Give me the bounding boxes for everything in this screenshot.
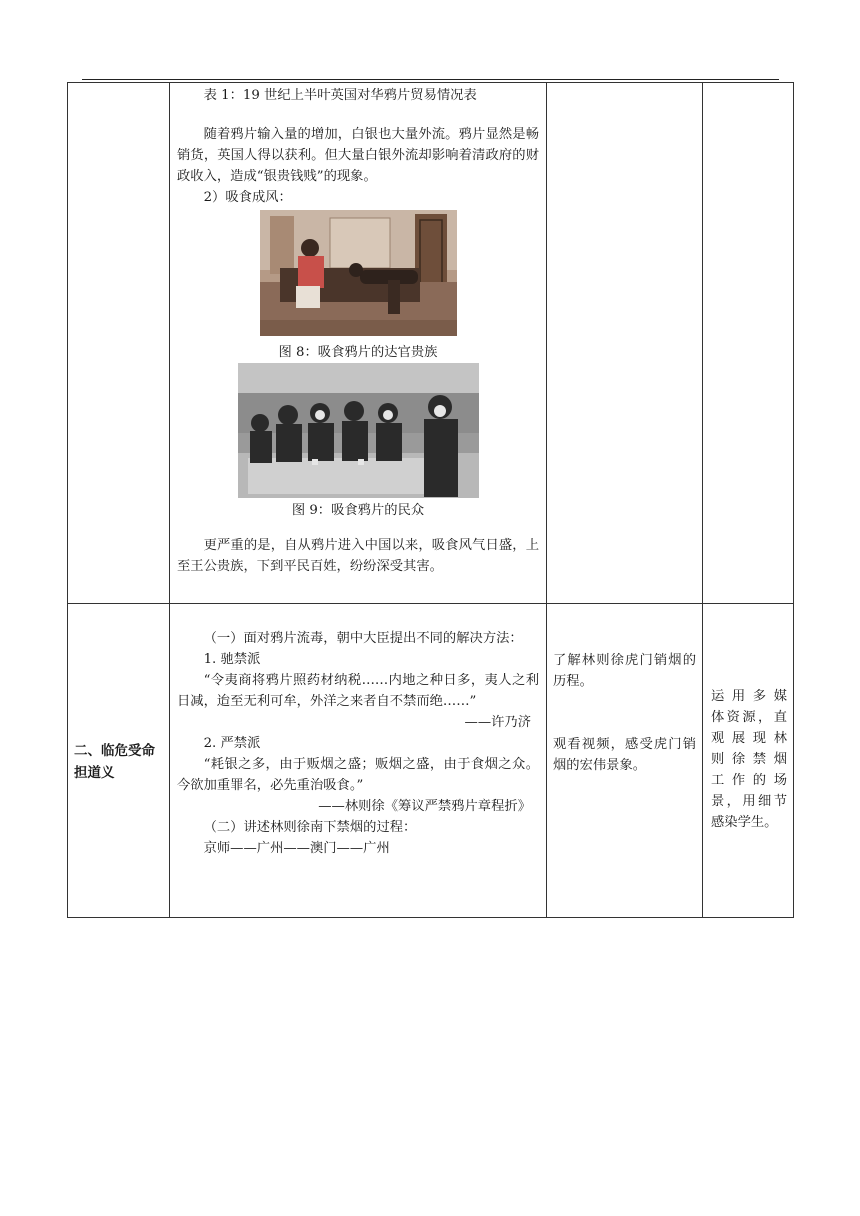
opium-commoners-photo xyxy=(238,363,479,498)
design-intent: 运用多媒 体资源，直 观展现林 则徐禁烟 工作的场 景，用细节 感染学生。 xyxy=(711,689,787,830)
table-caption: 表 1：19 世纪上半叶英国对华鸦片贸易情况表 xyxy=(203,88,477,103)
header-rule xyxy=(82,79,779,80)
student-activity-1: 了解林则徐虎门销烟的历程。 xyxy=(553,653,696,689)
subheading: 2）吸食成风： xyxy=(203,190,292,205)
student-activity-2: 观看视频，感受虎门销烟的宏伟景象。 xyxy=(553,737,696,773)
intent-cell xyxy=(703,604,794,918)
item-title-chijin: 1. 驰禁派 xyxy=(203,652,261,667)
intro-paragraph: （一）面对鸦片流毒，朝中大臣提出不同的解决方法： xyxy=(203,631,523,646)
quote-lin-zexu: “耗银之多，由于贩烟之盛；贩烟之盛，由于食烟之众。今欲加重罪名，必先重治吸食。” xyxy=(177,757,539,793)
quote-source-xu-naiji: ——许乃济 xyxy=(464,715,531,730)
figure-8-caption: 图 8：吸食鸦片的达官贵族 xyxy=(278,345,438,360)
section-cell xyxy=(68,604,170,918)
lesson-plan-table xyxy=(67,82,794,918)
activity-cell xyxy=(547,604,703,918)
table-row xyxy=(68,604,794,918)
intent-cell-empty xyxy=(703,83,794,604)
content-cell xyxy=(170,83,547,604)
figure-9-caption: 图 9：吸食鸦片的民众 xyxy=(291,503,425,518)
item-title-yanjin: 2. 严禁派 xyxy=(203,736,261,751)
part-2-title: （二）讲述林则徐南下禁烟的过程： xyxy=(203,820,417,835)
activity-cell-empty xyxy=(547,83,703,604)
paragraph: 更严重的是，自从鸦片进入中国以来，吸食风气日盛，上至王公贵族，下到平民百姓，纷纷深受其害。 xyxy=(177,538,539,574)
route-text: 京师——广州——澳门——广州 xyxy=(203,841,390,856)
paragraph: 随着鸦片输入量的增加，白银也大量外流。鸦片显然是畅销货，英国人得以获利。但大量白银外流却影响着清政府的财政收入，造成“银贵钱贱”的现象。 xyxy=(177,127,539,184)
content-cell xyxy=(170,604,547,918)
section-title: 二、临危受命 担道义 xyxy=(74,743,155,781)
section-cell-empty xyxy=(68,83,170,604)
opium-nobles-photo xyxy=(260,210,457,336)
quote-source-lin-zexu: ——林则徐《筹议严禁鸦片章程折》 xyxy=(318,799,531,814)
table-row xyxy=(68,83,794,604)
quote-xu-naiji: “令夷商将鸦片照药材纳税……内地之种日多，夷人之利日减，迨至无利可牟，外洋之来者自不禁而绝……” xyxy=(177,673,539,709)
